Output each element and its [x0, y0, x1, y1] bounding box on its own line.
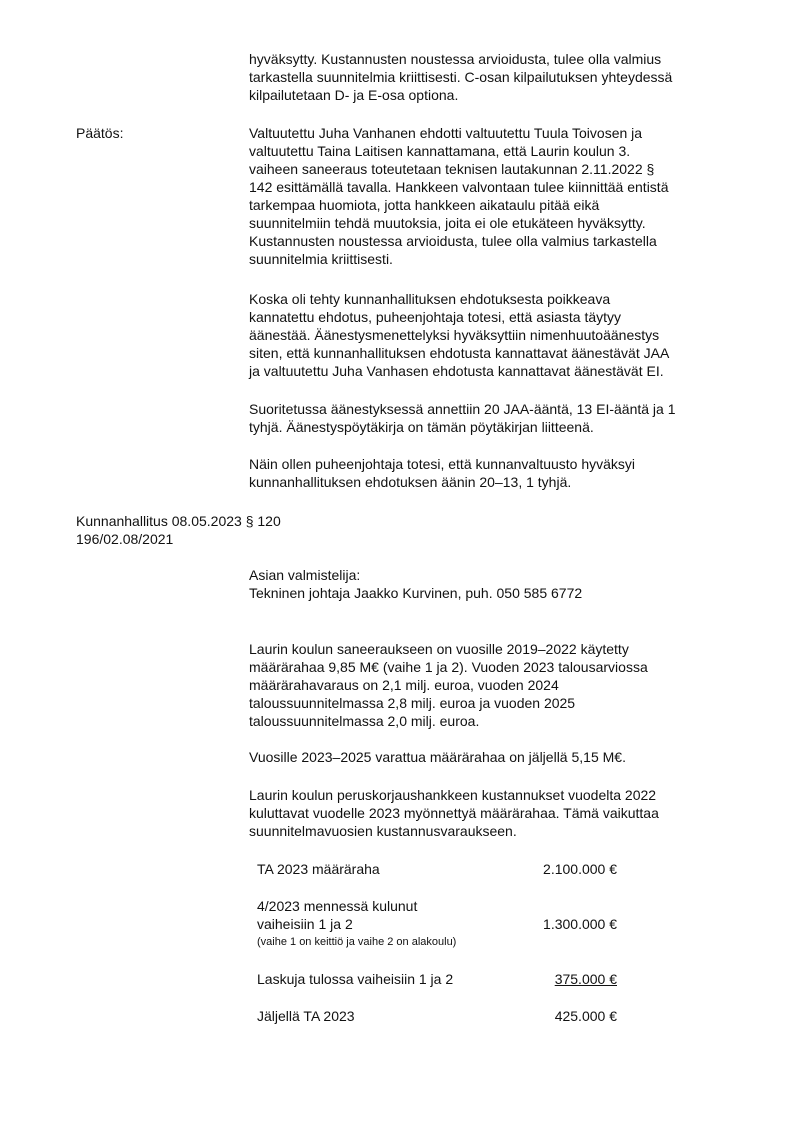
board-header — [76, 512, 281, 548]
preparer-name: Tekninen johtaja Jaakko Kurvinen, puh. 050 585 6772 — [249, 585, 583, 601]
budget-row-2-value: 1.300.000 € — [543, 916, 617, 932]
budget-row-1-value: 2.100.000 € — [543, 861, 617, 877]
board-diary-number: 196/02.08/2021 — [76, 531, 174, 547]
body-paragraph-1: Laurin koulun saneeraukseen on vuosille 2019–2022 käytetty määrärahaa 9,85 M€ (vaihe 1 ja 2). Vuoden 2023 talousarviossa määrärahavaraus on 2,1 milj. euroa, vuoden 2024 taloussuunnitelmassa 2,8 milj. euroa ja vuoden 2025 taloussuunnitelmassa 2,0 milj. euroa. — [249, 641, 648, 729]
decision-section-4 — [249, 455, 741, 491]
budget-row-4 — [257, 1007, 617, 1025]
budget-row-4-value: 425.000 € — [554, 1008, 617, 1024]
budget-row-2-label: 4/2023 mennessä kulunut vaiheisiin 1 ja 2 — [257, 898, 418, 932]
body-paragraph-2: Vuosille 2023–2025 varattua määrärahaa on jäljellä 5,15 M€. — [249, 749, 626, 765]
body-section-2 — [249, 748, 741, 766]
budget-row-3 — [257, 970, 617, 988]
decision-section-2 — [249, 290, 741, 380]
preparer-label: Asian valmistelija: — [249, 567, 361, 583]
board-meeting-line: Kunnanhallitus 08.05.2023 § 120 — [76, 513, 281, 529]
budget-row-4-label: Jäljellä TA 2023 — [257, 1008, 355, 1024]
decision-paragraph-3: Suoritetussa äänestyksessä annettiin 20 JAA-ääntä, 13 EI-ääntä ja 1 tyhjä. Äänestyspöytäkirja on tämän pöytäkirjan liitteenä. — [249, 401, 676, 435]
budget-row-2-note-row — [257, 935, 617, 953]
body-paragraph-3: Laurin koulun peruskorjaushankkeen kustannukset vuodelta 2022 kuluttavat vuodelle 2023 myönnettyä määrärahaa. Tämä vaikuttaa suunnitelmavuosien kustannusvaraukseen. — [249, 787, 659, 839]
budget-row-2 — [257, 897, 617, 937]
body-section-3 — [249, 786, 741, 840]
preparer-section — [249, 566, 741, 602]
decision-section-3 — [249, 400, 741, 436]
intro-section — [249, 50, 741, 104]
budget-row-1 — [257, 860, 617, 878]
budget-row-2-note: (vaihe 1 on keittiö ja vaihe 2 on alakoulu) — [257, 936, 457, 948]
decision-paragraph-1: Valtuutettu Juha Vanhanen ehdotti valtuutettu Tuula Toivosen ja valtuutettu Taina Laitisen kannattamana, että Laurin koulun 3. vaiheen saneeraus toteutetaan teknisen lautakunnan 2.11.2022 § 142 esittämällä tavalla. Hankkeen valvontaan tulee kiinnittää entistä tarkempaa huomiota, jotta hankkeen aikataulu pitää eikä suunnitelmiin tehdä muutoksia, joita ei ole etukäteen hyväksytty. Kustannusten noustessa arvioidusta, tulee olla valmius tarkastella suunnitelmia kriittisesti. — [249, 125, 669, 267]
decision-paragraph-4: Näin ollen puheenjohtaja totesi, että kunnanvaltuusto hyväksyi kunnanhallituksen ehdotuksen äänin 20–13, 1 tyhjä. — [249, 456, 636, 490]
intro-paragraph: hyväksytty. Kustannusten noustessa arvioidusta, tulee olla valmius tarkastella suunnitelmia kriittisesti. C-osan kilpailutuksen yhteydessä kilpailutetaan D- ja E-osa optiona. — [249, 51, 673, 103]
decision-paragraph-2: Koska oli tehty kunnanhallituksen ehdotuksesta poikkeava kannatettu ehdotus, puheenjohtaja totesi, että asiasta täytyy äänestää. Äänestysmenettelyksi hyväksyttiin nimenhuutoäänestys siten, että kunnanhallituksen ehdotusta kannattavat äänestävät JAA ja valtuutettu Juha Vanhasen ehdotusta kannattavat äänestävät EI. — [249, 291, 670, 379]
budget-row-3-label: Laskuja tulossa vaiheisiin 1 ja 2 — [257, 971, 454, 987]
budget-row-3-value: 375.000 € — [554, 971, 617, 987]
decision-section — [249, 124, 741, 268]
budget-row-1-label: TA 2023 määräraha — [257, 861, 380, 877]
body-section-1 — [249, 640, 741, 730]
decision-label: Päätös: — [76, 125, 124, 141]
